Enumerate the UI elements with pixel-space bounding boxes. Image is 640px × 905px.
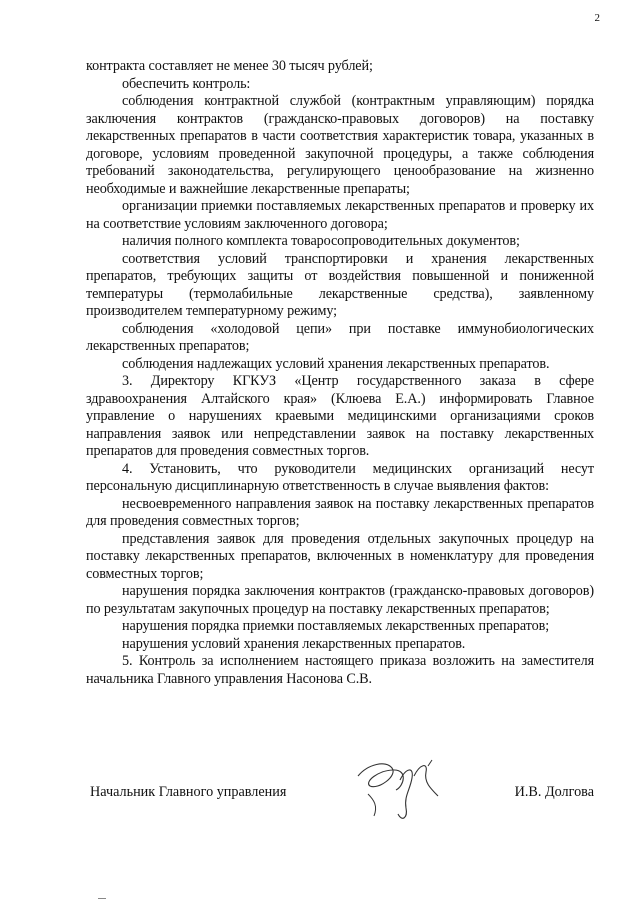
paragraph: представления заявок для проведения отдельных закупочных процедур на поставку лекарственных препаратов, включенных в номенклатуру для проведения совместных торгов; (86, 530, 594, 582)
paragraph: организации приемки поставляемых лекарственных препаратов и проверку их на соответствие условиям заключенного договора; (86, 198, 594, 232)
signatory-title: Начальник Главного управления (90, 784, 287, 800)
paragraph: 5. Контроль за исполнением настоящего приказа возложить на заместителя начальника Главного управления Насонова С.В. (86, 653, 594, 687)
paragraph: 3. Директору КГКУЗ «Центр государственного заказа в сфере здравоохранения Алтайского края» (Клюева Е.А.) информировать Главное управление о нарушениях краевыми медицинскими организациями сроков направления заявок или непредставлении заявок на поставку лекарственных препаратов для проведения совместных торгов. (86, 373, 594, 459)
page-number: 2 (594, 12, 600, 24)
paragraph: 4. Установить, что руководители медицинских организаций несут персональную дисциплинарную ответственность в случае выявления фактов: (86, 460, 594, 494)
paragraph: нарушения условий хранения лекарственных препаратов. (122, 635, 466, 652)
handwritten-signature (348, 746, 458, 826)
paragraph: контракта составляет не менее 30 тысяч рублей; (86, 58, 373, 74)
paragraph: соблюдения надлежащих условий хранения лекарственных препаратов. (122, 355, 550, 372)
signatory-name: И.В. Долгова (514, 784, 594, 800)
document-body (86, 58, 594, 688)
page-edge-mark (98, 898, 106, 899)
paragraph: соблюдения «холодовой цепи» при поставке иммунобиологических лекарственных препаратов; (86, 320, 594, 354)
paragraph: соответствия условий транспортировки и хранения лекарственных препаратов, требующих защиты от воздействия повышенной и пониженной температуры (термолабильные лекарственные средства), заявленному производителем температурному режиму; (86, 250, 594, 319)
paragraph: несвоевременного направления заявок на поставку лекарственных препаратов для проведения совместных торгов; (86, 495, 594, 529)
paragraph: обеспечить контроль: (122, 75, 251, 92)
paragraph: наличия полного комплекта товаросопроводительных документов; (122, 233, 520, 249)
paragraph: нарушения порядка заключения контрактов (гражданско-правовых договоров) по результатам закупочных процедур на поставку лекарственных препаратов; (86, 583, 594, 617)
paragraph: нарушения порядка приемки поставляемых лекарственных препаратов; (122, 618, 550, 634)
paragraph: соблюдения контрактной службой (контрактным управляющим) порядка заключения контрактов (гражданско-правовых договоров) на поставку лекарственных препаратов в части соответствия характеристик товара, указанных в договоре, условиям проведенной закупочной процедуры, а также соблюдения требований законодательства, регулирующего ценообразование на жизненно необходимые и важнейшие лекарственные препараты; (86, 93, 594, 197)
